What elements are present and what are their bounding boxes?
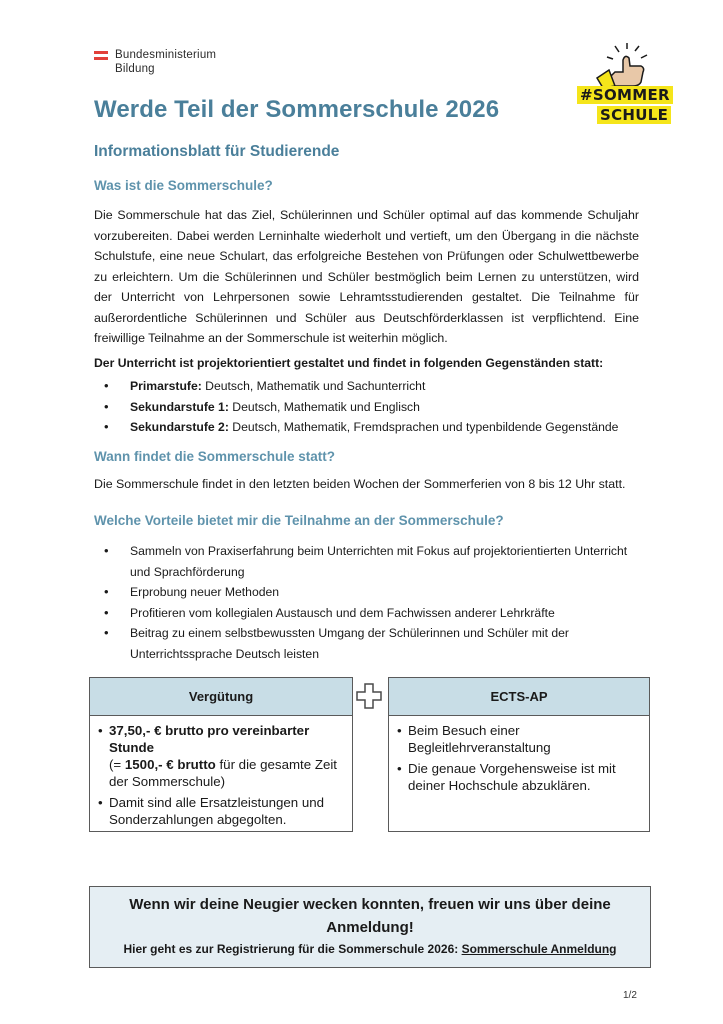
badge-text-line1: #SOMMER [577, 86, 673, 104]
section-text-when: Die Sommerschule findet in den letzten beiden Wochen der Sommerferien von 8 bis 12 Uhr statt. [94, 477, 626, 491]
subjects-list [94, 376, 654, 438]
list-item: • Beim Besuch einer Begleitlehrveranstaltung [397, 722, 641, 756]
callout-sub-text: Hier geht es zur Registrierung für die Sommerschule 2026: Sommerschule Anmeldung [123, 942, 617, 956]
list-item: • Sekundarstufe 1: Deutsch, Mathematik und Englisch [94, 397, 654, 418]
ects-heading: ECTS-AP [389, 678, 649, 716]
ects-box [388, 677, 650, 832]
thumbs-up-icon [575, 42, 685, 88]
list-item: • Erprobung neuer Methoden [94, 582, 639, 603]
callout-main-text: Wenn wir deine Neugier wecken konnten, freuen wir uns über deine Anmeldung! [129, 896, 611, 936]
list-item: • Profitieren vom kollegialen Austausch und dem Fachwissen anderer Lehrkräfte [94, 603, 639, 624]
compensation-heading: Vergütung [90, 678, 352, 716]
section-paragraph-what: Die Sommerschule hat das Ziel, Schülerinnen und Schüler optimal auf das kommende Schuljahr vorzubereiten. Dabei werden Lerninhalte wiederholt und vertieft, um den Übergang in die nächste Schulstufe, eine neue Schulart, das erfolgreiche Bestehen von Prüfungen oder Schulwettbewerbe zu erleichtern. Um die Schülerinnen und Schüler bestmöglich beim Lernen zu unterstützen, wird der Unterricht von Lehrpersonen sowie Lehramtsstudierenden gestaltet. Die Teilnahme für außerordentliche Schülerinnen und Schüler aus Deutschförderklassen ist verpflichtend. Eine freiwillige Teilnahme an der Sommerschule ist weiterhin möglich. [94, 208, 639, 345]
section-heading-what: Was ist die Sommerschule? [94, 178, 273, 193]
sommerschule-badge [575, 42, 685, 132]
list-item: • Primarstufe: Deutsch, Mathematik und Sachunterricht [94, 376, 654, 397]
compensation-note: • Damit sind alle Ersatzleistungen und Sonderzahlungen abgegolten. [98, 794, 344, 828]
page-title: Werde Teil der Sommerschule 2026 [94, 96, 500, 123]
list-item: • Die genaue Vorgehensweise ist mit deiner Hochschule abzuklären. [397, 760, 641, 794]
ministry-name-line2: Bildung [115, 63, 155, 75]
page-subtitle: Informationsblatt für Studierende [94, 143, 340, 160]
list-item: • Sammeln von Praxiserfahrung beim Unterrichten mit Fokus auf projektorientierten Unterricht und Sprachförderung [94, 541, 639, 582]
list-item: • Sekundarstufe 2: Deutsch, Mathematik, Fremdsprachen und typenbildende Gegenstände [94, 417, 654, 438]
page-number: 1/2 [623, 990, 637, 1001]
section-heading-when: Wann findet die Sommerschule statt? [94, 449, 336, 464]
plus-icon [355, 682, 383, 710]
subjects-lead: Der Unterricht ist projektorientiert gestaltet und findet in folgenden Gegenständen statt: [94, 356, 604, 370]
ministry-logo [94, 48, 216, 76]
list-item: • Beitrag zu einem selbstbewussten Umgang der Schülerinnen und Schüler mit der Unterrichtssprache Deutsch leisten [94, 623, 639, 664]
badge-text-line2: SCHULE [597, 106, 671, 124]
austria-flag-icon [94, 51, 108, 63]
benefits-list [94, 541, 639, 664]
compensation-rate: • 37,50,- € brutto pro vereinbarter Stunde (= 1500,- € brutto für die gesamte Zeit der Sommerschule) [98, 722, 344, 790]
ministry-name-line1: Bundesministerium [115, 49, 217, 61]
compensation-box [89, 677, 353, 832]
section-heading-benefits: Welche Vorteile bietet mir die Teilnahme an der Sommerschule? [94, 513, 504, 528]
registration-link[interactable]: Sommerschule Anmeldung [461, 942, 617, 956]
registration-callout [89, 886, 651, 968]
